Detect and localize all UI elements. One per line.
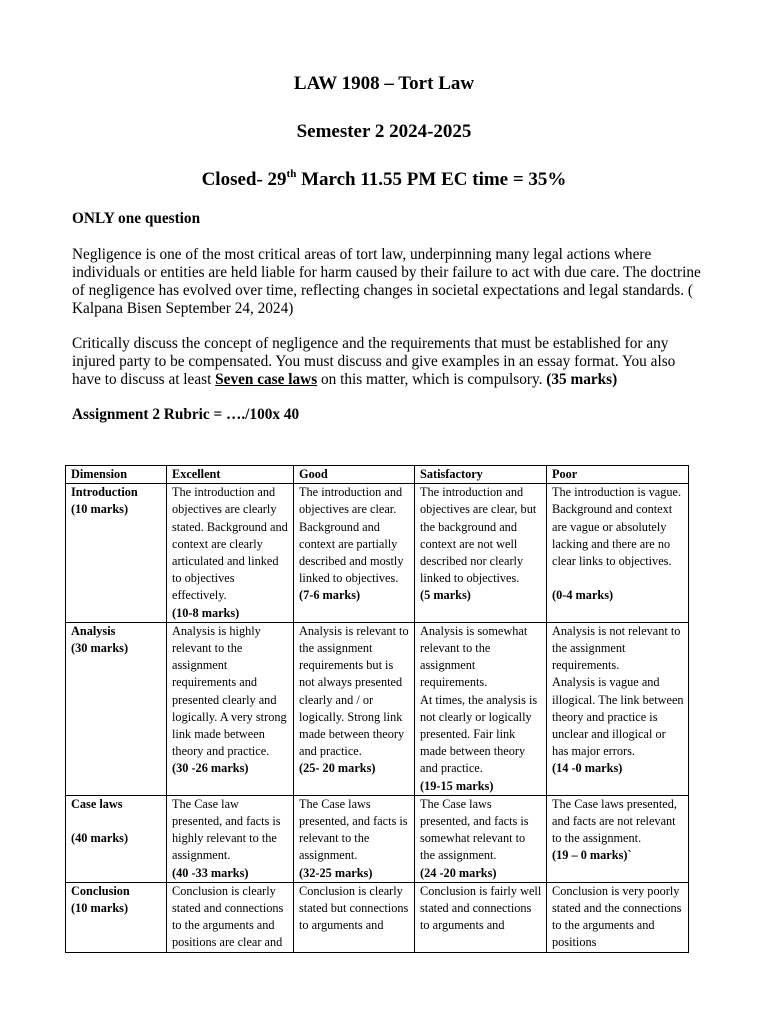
dimension-name: Analysis bbox=[71, 623, 116, 638]
header-dimension: Dimension bbox=[66, 466, 167, 484]
cell-text: The Case laws presented, and facts are not relevant to the assignment. bbox=[552, 796, 677, 846]
dimension-marks: (10 marks) bbox=[71, 901, 129, 916]
header-poor: Poor bbox=[547, 466, 689, 484]
dimension-marks: (30 marks) bbox=[71, 641, 129, 656]
deadline-suffix: March 11.55 PM EC time = 35% bbox=[296, 169, 567, 190]
task-case-laws: Seven case laws bbox=[215, 371, 318, 388]
cell-marks: (14 -0 marks) bbox=[552, 761, 623, 776]
rubric-cell bbox=[294, 795, 415, 882]
cell-text: The Case law presented, and facts is highly relevant to the assignment. bbox=[172, 796, 281, 863]
cell-marks: (24 -20 marks) bbox=[420, 865, 497, 880]
cell-marks: (32-25 marks) bbox=[299, 865, 373, 880]
cell-text: The introduction is vague. Background and context are vague or absolutely lacking and there are no clear links to objectives. bbox=[552, 485, 682, 569]
table-row bbox=[66, 484, 689, 623]
task-text-1: Critically discuss the concept of negligence and the requirements that must be established for any injured party to be compensated. You must discuss and give examples in an essay format. You also have to discuss at least bbox=[72, 335, 676, 388]
rubric-table bbox=[65, 465, 689, 953]
cell-marks: (40 -33 marks) bbox=[172, 865, 249, 880]
rubric-cell bbox=[167, 484, 294, 623]
rubric-cell bbox=[415, 622, 547, 795]
rubric-cell bbox=[415, 795, 547, 882]
cell-marks: (19-15 marks) bbox=[420, 778, 494, 793]
cell-text: The introduction and objectives are clearly stated. Background and context are clearly articulated and linked to objectives effectively. bbox=[172, 485, 288, 603]
table-row bbox=[66, 795, 689, 882]
cell-text: Analysis is somewhat relevant to the assignment requirements. bbox=[420, 623, 528, 690]
rubric-cell bbox=[167, 795, 294, 882]
rubric-cell bbox=[294, 882, 415, 952]
spacer bbox=[552, 570, 684, 587]
spacer bbox=[71, 813, 162, 830]
cell-marks: (7-6 marks) bbox=[299, 588, 361, 603]
task-paragraph bbox=[72, 335, 702, 389]
cell-text: Conclusion is very poorly stated and the connections to the arguments and positions bbox=[552, 883, 682, 950]
rubric-cell bbox=[167, 622, 294, 795]
deadline-prefix: Closed- 29 bbox=[201, 169, 287, 190]
cell-text: The introduction and objectives are clear. Background and context are partially described and mostly linked to objectives. bbox=[299, 485, 404, 586]
cell-text: Conclusion is clearly stated and connections to the arguments and positions are clear and bbox=[172, 883, 284, 950]
cell-text: Conclusion is fairly well stated and connections to arguments and bbox=[420, 883, 542, 933]
cell-text: At times, the analysis is not clearly or logically presented. Fair link made between theory and practice. bbox=[420, 692, 538, 776]
task-text-2: on this matter, which is compulsory. bbox=[317, 371, 547, 388]
rubric-cell bbox=[294, 484, 415, 623]
cell-text: Conclusion is clearly stated but connections to arguments and bbox=[299, 883, 409, 933]
cell-text: Analysis is relevant to the assignment requirements but is not always presented clearly and / or logically. Strong link made between theory and practice. bbox=[299, 623, 409, 759]
dimension-cell bbox=[66, 484, 167, 623]
dimension-cell bbox=[66, 882, 167, 952]
header-good: Good bbox=[294, 466, 415, 484]
rubric-cell bbox=[294, 622, 415, 795]
semester-title: Semester 2 2024-2025 bbox=[296, 121, 472, 142]
rubric-cell bbox=[547, 795, 689, 882]
course-title: LAW 1908 – Tort Law bbox=[293, 73, 475, 94]
rubric-cell bbox=[415, 882, 547, 952]
intro-paragraph: Negligence is one of the most critical areas of tort law, underpinning many legal actions where individuals or entities are held liable for harm caused by their failure to act with due care. The doctrine of negligence has evolved over time, reflecting changes in societal expectations and legal standards. ( Kalpana Bisen September 24, 2024) bbox=[72, 246, 701, 317]
table-row bbox=[66, 882, 689, 952]
header-excellent: Excellent bbox=[167, 466, 294, 484]
rubric-cell bbox=[167, 882, 294, 952]
rubric-cell bbox=[547, 882, 689, 952]
cell-marks: (10-8 marks) bbox=[172, 605, 240, 620]
cell-text: Analysis is highly relevant to the assignment requirements and presented clearly and logically. A very strong link made between theory and practice. bbox=[172, 623, 287, 759]
rubric-heading: Assignment 2 Rubric = …./100x 40 bbox=[72, 406, 300, 423]
dimension-marks: (40 marks) bbox=[71, 831, 129, 846]
dimension-name: Case laws bbox=[71, 796, 123, 811]
dimension-name: Introduction bbox=[71, 485, 138, 500]
table-header-row bbox=[66, 466, 689, 484]
cell-marks: (19 – 0 marks)` bbox=[552, 848, 632, 863]
only-one-question: ONLY one question bbox=[72, 210, 201, 227]
rubric-cell bbox=[547, 484, 689, 623]
table-row bbox=[66, 622, 689, 795]
dimension-cell bbox=[66, 622, 167, 795]
cell-marks: (30 -26 marks) bbox=[172, 761, 249, 776]
dimension-cell bbox=[66, 795, 167, 882]
cell-text: Analysis is vague and illogical. The link between theory and practice is unclear and illogical or has major errors. bbox=[552, 675, 684, 759]
deadline-title bbox=[0, 169, 768, 191]
rubric-cell bbox=[547, 622, 689, 795]
header-satisfactory: Satisfactory bbox=[415, 466, 547, 484]
cell-text: Analysis is not relevant to the assignment requirements. bbox=[552, 623, 681, 673]
cell-marks: (5 marks) bbox=[420, 588, 471, 603]
dimension-name: Conclusion bbox=[71, 883, 130, 898]
cell-text: The introduction and objectives are clear, but the background and context are not well described nor clearly linked to objectives. bbox=[420, 485, 537, 586]
cell-text: The Case laws presented, and facts is somewhat relevant to the assignment. bbox=[420, 796, 529, 863]
cell-marks: (0-4 marks) bbox=[552, 588, 614, 603]
rubric-cell bbox=[415, 484, 547, 623]
dimension-marks: (10 marks) bbox=[71, 502, 129, 517]
cell-marks: (25- 20 marks) bbox=[299, 761, 376, 776]
deadline-ordinal: th bbox=[286, 168, 297, 180]
task-marks: (35 marks) bbox=[546, 371, 618, 388]
cell-text: The Case laws presented, and facts is relevant to the assignment. bbox=[299, 796, 408, 863]
